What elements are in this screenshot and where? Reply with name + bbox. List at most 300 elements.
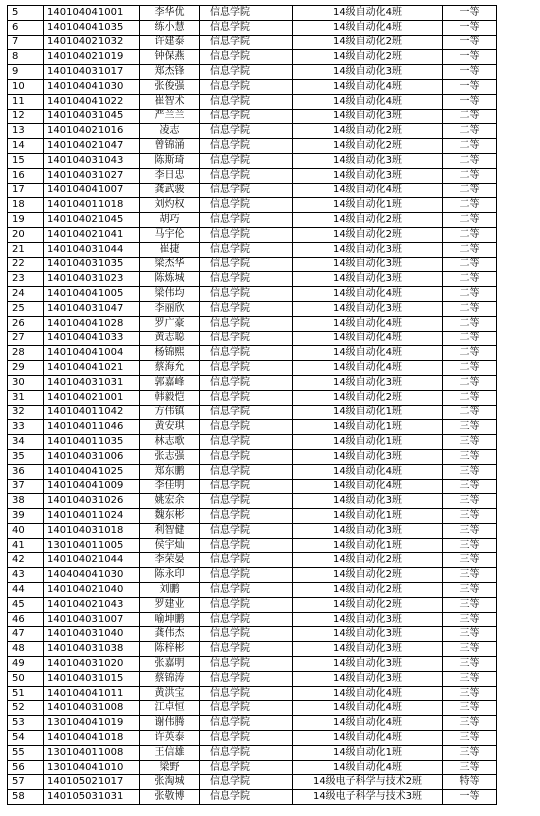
class-cell: 14级自动化1班 [293,198,443,213]
student-id-cell: 140104031031 [44,375,140,390]
award-level-cell: 三等 [443,583,497,598]
college-cell: 信息学院 [200,198,293,213]
award-level-cell: 二等 [443,331,497,346]
college-cell: 信息学院 [200,435,293,450]
row-number-cell: 51 [8,686,44,701]
row-number-cell: 57 [8,775,44,790]
table-row [8,568,497,583]
row-number-cell: 31 [8,390,44,405]
table-row [8,183,497,198]
student-name-cell: 陈炼城 [140,272,200,287]
college-cell: 信息学院 [200,627,293,642]
table-row [8,390,497,405]
student-id-cell: 140104021016 [44,124,140,139]
college-cell: 信息学院 [200,642,293,657]
row-number-cell: 25 [8,301,44,316]
college-cell: 信息学院 [200,745,293,760]
college-cell: 信息学院 [200,153,293,168]
table-row [8,242,497,257]
college-cell: 信息学院 [200,553,293,568]
class-cell: 14级自动化2班 [293,227,443,242]
table-row [8,745,497,760]
class-cell: 14级自动化4班 [293,346,443,361]
student-id-cell: 140104031038 [44,642,140,657]
award-level-cell: 三等 [443,509,497,524]
college-cell: 信息学院 [200,375,293,390]
award-level-cell: 二等 [443,316,497,331]
student-name-cell: 黄志聪 [140,331,200,346]
college-cell: 信息学院 [200,168,293,183]
table-row [8,612,497,627]
college-cell: 信息学院 [200,612,293,627]
table-row [8,420,497,435]
college-cell: 信息学院 [200,316,293,331]
award-level-cell: 三等 [443,657,497,672]
row-number-cell: 8 [8,50,44,65]
college-cell: 信息学院 [200,35,293,50]
table-row [8,50,497,65]
student-id-cell: 140104031043 [44,153,140,168]
table-row [8,65,497,80]
college-cell: 信息学院 [200,287,293,302]
row-number-cell: 18 [8,198,44,213]
table-row [8,227,497,242]
award-level-cell: 一等 [443,79,497,94]
college-cell: 信息学院 [200,701,293,716]
table-row [8,597,497,612]
student-name-cell: 黄洪宝 [140,686,200,701]
student-id-cell: 140104041030 [44,79,140,94]
table-row [8,287,497,302]
student-id-cell: 130104011008 [44,745,140,760]
award-level-cell: 二等 [443,287,497,302]
student-id-cell: 140104041035 [44,20,140,35]
table-row [8,775,497,790]
student-name-cell: 林志歌 [140,435,200,450]
award-level-cell: 三等 [443,538,497,553]
student-name-cell: 蔡锦涛 [140,671,200,686]
table-row [8,642,497,657]
class-cell: 14级电子科学与技术2班 [293,775,443,790]
student-id-cell: 140104031008 [44,701,140,716]
award-level-cell: 一等 [443,6,497,21]
row-number-cell: 56 [8,760,44,775]
student-id-cell: 140104011024 [44,509,140,524]
row-number-cell: 44 [8,583,44,598]
table-row [8,686,497,701]
row-number-cell: 5 [8,6,44,21]
row-number-cell: 15 [8,153,44,168]
table-row [8,153,497,168]
college-cell: 信息学院 [200,331,293,346]
college-cell: 信息学院 [200,390,293,405]
student-id-cell: 140104031044 [44,242,140,257]
student-id-cell: 140104021044 [44,553,140,568]
student-id-cell: 140104031020 [44,657,140,672]
row-number-cell: 35 [8,449,44,464]
table-row [8,79,497,94]
award-level-cell: 三等 [443,627,497,642]
class-cell: 14级自动化2班 [293,35,443,50]
student-name-cell: 喻坤鹏 [140,612,200,627]
table-row [8,790,497,805]
class-cell: 14级自动化2班 [293,124,443,139]
student-name-cell: 罗广豪 [140,316,200,331]
student-name-cell: 江卓恒 [140,701,200,716]
table-row [8,331,497,346]
college-cell: 信息学院 [200,790,293,805]
student-id-cell: 140104031026 [44,494,140,509]
table-row [8,124,497,139]
student-id-cell: 140104041018 [44,731,140,746]
college-cell: 信息学院 [200,775,293,790]
award-level-cell: 三等 [443,597,497,612]
student-id-cell: 140104041009 [44,479,140,494]
student-id-cell: 140104031017 [44,65,140,80]
award-level-cell: 三等 [443,716,497,731]
award-level-cell: 三等 [443,479,497,494]
class-cell: 14级自动化1班 [293,509,443,524]
college-cell: 信息学院 [200,65,293,80]
student-name-cell: 韩毅恺 [140,390,200,405]
award-level-cell: 三等 [443,464,497,479]
row-number-cell: 17 [8,183,44,198]
row-number-cell: 29 [8,361,44,376]
class-cell: 14级自动化3班 [293,671,443,686]
student-id-cell: 140104041004 [44,346,140,361]
table-row [8,464,497,479]
row-number-cell: 7 [8,35,44,50]
award-level-cell: 二等 [443,346,497,361]
row-number-cell: 42 [8,553,44,568]
row-number-cell: 34 [8,435,44,450]
award-level-cell: 二等 [443,301,497,316]
student-id-cell: 140104031045 [44,109,140,124]
student-id-cell: 140104041033 [44,331,140,346]
class-cell: 14级自动化4班 [293,731,443,746]
college-cell: 信息学院 [200,227,293,242]
row-number-cell: 37 [8,479,44,494]
student-name-cell: 郭嘉峰 [140,375,200,390]
row-number-cell: 33 [8,420,44,435]
row-number-cell: 28 [8,346,44,361]
student-id-cell: 140104041001 [44,6,140,21]
class-cell: 14级自动化1班 [293,745,443,760]
row-number-cell: 58 [8,790,44,805]
table-row [8,6,497,21]
student-id-cell: 140104031015 [44,671,140,686]
student-id-cell: 140105021017 [44,775,140,790]
student-name-cell: 刘灼权 [140,198,200,213]
row-number-cell: 39 [8,509,44,524]
class-cell: 14级自动化3班 [293,168,443,183]
table-row [8,361,497,376]
student-id-cell: 140104031006 [44,449,140,464]
table-row [8,701,497,716]
college-cell: 信息学院 [200,568,293,583]
student-id-cell: 140104041028 [44,316,140,331]
table-row [8,94,497,109]
college-cell: 信息学院 [200,139,293,154]
class-cell: 14级自动化4班 [293,464,443,479]
student-id-cell: 140104021045 [44,213,140,228]
student-id-cell: 140104021043 [44,597,140,612]
student-id-cell: 130104041010 [44,760,140,775]
student-id-cell: 140104041005 [44,287,140,302]
award-level-cell: 一等 [443,65,497,80]
college-cell: 信息学院 [200,183,293,198]
college-cell: 信息学院 [200,420,293,435]
class-cell: 14级自动化4班 [293,331,443,346]
student-id-cell: 140104031023 [44,272,140,287]
college-cell: 信息学院 [200,449,293,464]
row-number-cell: 53 [8,716,44,731]
college-cell: 信息学院 [200,523,293,538]
row-number-cell: 32 [8,405,44,420]
table-row [8,538,497,553]
row-number-cell: 36 [8,464,44,479]
row-number-cell: 41 [8,538,44,553]
row-number-cell: 46 [8,612,44,627]
table-row [8,257,497,272]
student-name-cell: 梁杰华 [140,257,200,272]
row-number-cell: 30 [8,375,44,390]
student-name-cell: 龚武骏 [140,183,200,198]
award-level-cell: 一等 [443,20,497,35]
student-id-cell: 130104011005 [44,538,140,553]
student-name-cell: 许建泰 [140,35,200,50]
student-name-cell: 胡巧 [140,213,200,228]
class-cell: 14级自动化2班 [293,597,443,612]
college-cell: 信息学院 [200,346,293,361]
class-cell: 14级自动化2班 [293,50,443,65]
award-level-cell: 三等 [443,701,497,716]
award-level-cell: 三等 [443,435,497,450]
college-cell: 信息学院 [200,94,293,109]
college-cell: 信息学院 [200,597,293,612]
row-number-cell: 38 [8,494,44,509]
row-number-cell: 16 [8,168,44,183]
class-cell: 14级自动化1班 [293,405,443,420]
student-id-cell: 140104041025 [44,464,140,479]
college-cell: 信息学院 [200,405,293,420]
college-cell: 信息学院 [200,242,293,257]
student-name-cell: 马宇伦 [140,227,200,242]
award-level-cell: 一等 [443,50,497,65]
row-number-cell: 40 [8,523,44,538]
class-cell: 14级自动化4班 [293,6,443,21]
class-cell: 14级自动化3班 [293,301,443,316]
student-name-cell: 谢伟腾 [140,716,200,731]
award-level-cell: 二等 [443,390,497,405]
table-row [8,716,497,731]
class-cell: 14级自动化3班 [293,242,443,257]
class-cell: 14级自动化4班 [293,94,443,109]
table-row [8,375,497,390]
student-name-cell: 张志强 [140,449,200,464]
student-name-cell: 姚宏余 [140,494,200,509]
college-cell: 信息学院 [200,657,293,672]
student-name-cell: 侯宇灿 [140,538,200,553]
row-number-cell: 26 [8,316,44,331]
student-id-cell: 140104021001 [44,390,140,405]
award-level-cell: 三等 [443,612,497,627]
student-id-cell: 140104011042 [44,405,140,420]
student-id-cell: 130104041019 [44,716,140,731]
student-name-cell: 张俊强 [140,79,200,94]
student-name-cell: 崔智术 [140,94,200,109]
table-row [8,509,497,524]
student-id-cell: 140104041011 [44,686,140,701]
student-name-cell: 陈斯琦 [140,153,200,168]
class-cell: 14级自动化3班 [293,375,443,390]
award-level-cell: 二等 [443,375,497,390]
student-id-cell: 140104011018 [44,198,140,213]
row-number-cell: 49 [8,657,44,672]
student-id-cell: 140104021040 [44,583,140,598]
row-number-cell: 12 [8,109,44,124]
row-number-cell: 21 [8,242,44,257]
student-name-cell: 魏东彬 [140,509,200,524]
college-cell: 信息学院 [200,79,293,94]
student-id-cell: 140104041007 [44,183,140,198]
student-id-cell: 140104021032 [44,35,140,50]
college-cell: 信息学院 [200,686,293,701]
college-cell: 信息学院 [200,671,293,686]
student-id-cell: 140104031027 [44,168,140,183]
table-row [8,435,497,450]
student-name-cell: 陈梓彬 [140,642,200,657]
row-number-cell: 6 [8,20,44,35]
student-id-cell: 140104031040 [44,627,140,642]
college-cell: 信息学院 [200,583,293,598]
student-id-cell: 140104031007 [44,612,140,627]
student-name-cell: 李佳明 [140,479,200,494]
class-cell: 14级自动化3班 [293,494,443,509]
table-row [8,139,497,154]
college-cell: 信息学院 [200,716,293,731]
table-row [8,671,497,686]
student-id-cell: 140104021047 [44,139,140,154]
award-level-cell: 二等 [443,257,497,272]
row-number-cell: 52 [8,701,44,716]
award-level-cell: 三等 [443,731,497,746]
table-row [8,494,497,509]
award-level-cell: 二等 [443,405,497,420]
award-level-cell: 三等 [443,449,497,464]
college-cell: 信息学院 [200,464,293,479]
award-level-cell: 三等 [443,553,497,568]
table-row [8,405,497,420]
row-number-cell: 20 [8,227,44,242]
row-number-cell: 43 [8,568,44,583]
class-cell: 14级自动化3班 [293,627,443,642]
row-number-cell: 45 [8,597,44,612]
row-number-cell: 19 [8,213,44,228]
row-number-cell: 14 [8,139,44,154]
student-name-cell: 李丽欣 [140,301,200,316]
student-id-cell: 140104021041 [44,227,140,242]
class-cell: 14级自动化4班 [293,20,443,35]
row-number-cell: 23 [8,272,44,287]
student-id-cell: 140104031035 [44,257,140,272]
table-row [8,583,497,598]
class-cell: 14级自动化3班 [293,657,443,672]
college-cell: 信息学院 [200,301,293,316]
student-name-cell: 李荣晏 [140,553,200,568]
award-list-table [7,5,497,805]
class-cell: 14级自动化3班 [293,642,443,657]
student-name-cell: 梁野 [140,760,200,775]
college-cell: 信息学院 [200,272,293,287]
college-cell: 信息学院 [200,6,293,21]
class-cell: 14级自动化3班 [293,65,443,80]
award-level-cell: 一等 [443,35,497,50]
award-level-cell: 二等 [443,272,497,287]
student-id-cell: 140104041021 [44,361,140,376]
table-row [8,449,497,464]
class-cell: 14级自动化4班 [293,760,443,775]
student-name-cell: 郑杰锋 [140,65,200,80]
college-cell: 信息学院 [200,361,293,376]
award-level-cell: 三等 [443,642,497,657]
student-id-cell: 140404041030 [44,568,140,583]
student-name-cell: 许英泰 [140,731,200,746]
class-cell: 14级自动化4班 [293,479,443,494]
table-row [8,523,497,538]
class-cell: 14级电子科学与技术3班 [293,790,443,805]
student-name-cell: 利智健 [140,523,200,538]
student-name-cell: 蔡海允 [140,361,200,376]
table-row [8,20,497,35]
student-name-cell: 严兰兰 [140,109,200,124]
row-number-cell: 48 [8,642,44,657]
college-cell: 信息学院 [200,731,293,746]
student-id-cell: 140104041022 [44,94,140,109]
class-cell: 14级自动化4班 [293,716,443,731]
class-cell: 14级自动化4班 [293,316,443,331]
award-level-cell: 二等 [443,124,497,139]
college-cell: 信息学院 [200,494,293,509]
class-cell: 14级自动化3班 [293,153,443,168]
award-level-cell: 二等 [443,153,497,168]
college-cell: 信息学院 [200,109,293,124]
award-level-cell: 二等 [443,183,497,198]
class-cell: 14级自动化3班 [293,612,443,627]
student-name-cell: 杨锦熙 [140,346,200,361]
table-row [8,760,497,775]
row-number-cell: 47 [8,627,44,642]
student-name-cell: 王信雄 [140,745,200,760]
table-row [8,316,497,331]
table-row [8,657,497,672]
table-row [8,731,497,746]
student-name-cell: 龚伟杰 [140,627,200,642]
row-number-cell: 13 [8,124,44,139]
class-cell: 14级自动化2班 [293,390,443,405]
row-number-cell: 50 [8,671,44,686]
row-number-cell: 54 [8,731,44,746]
college-cell: 信息学院 [200,50,293,65]
class-cell: 14级自动化2班 [293,139,443,154]
award-level-cell: 三等 [443,686,497,701]
college-cell: 信息学院 [200,213,293,228]
table-row [8,168,497,183]
class-cell: 14级自动化2班 [293,568,443,583]
class-cell: 14级自动化1班 [293,538,443,553]
table-row [8,213,497,228]
college-cell: 信息学院 [200,124,293,139]
